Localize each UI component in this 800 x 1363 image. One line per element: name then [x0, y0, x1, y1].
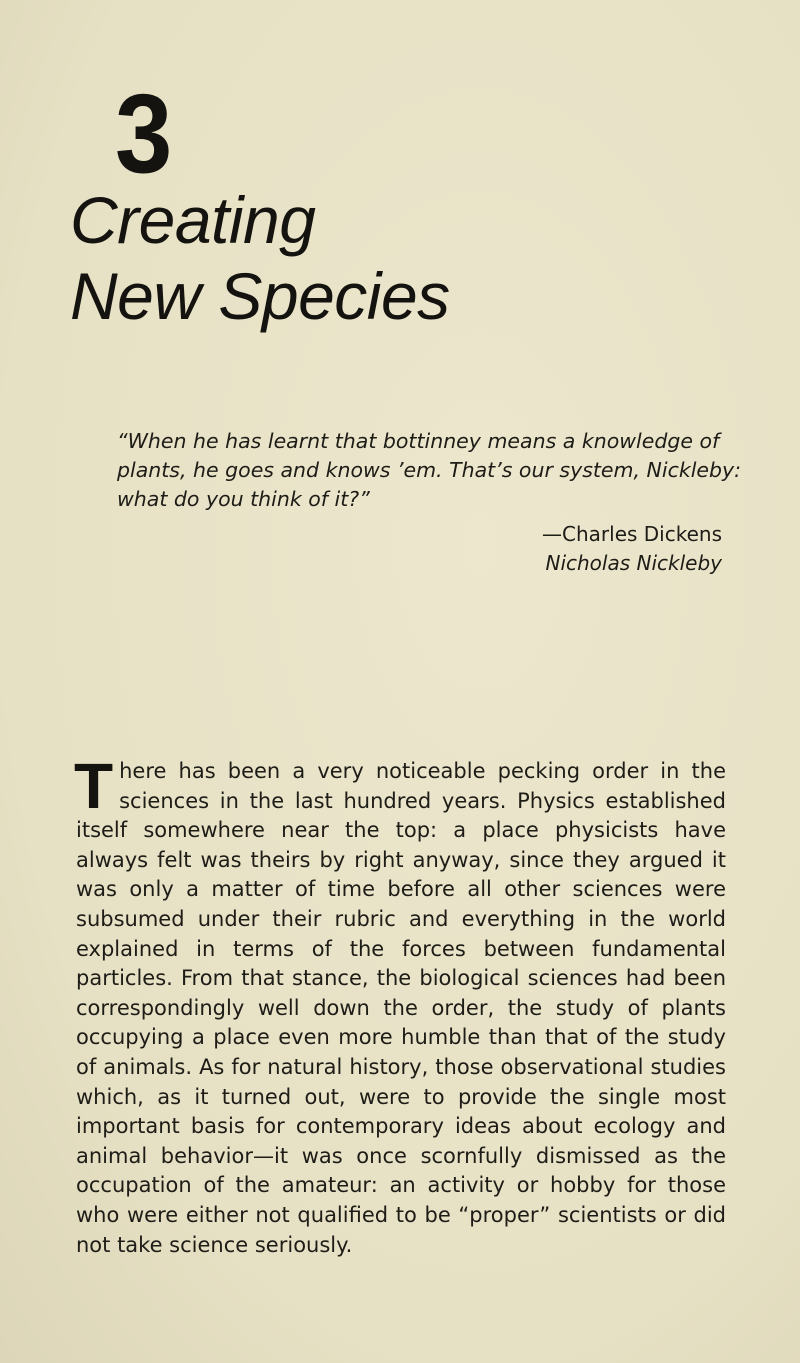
chapter-title-line-1: Creating	[70, 183, 316, 257]
chapter-number: 3	[115, 71, 173, 196]
body-paragraph	[74, 750, 726, 1260]
chapter-title	[70, 182, 450, 334]
epigraph-source: Nicholas Nickleby	[545, 551, 722, 575]
epigraph-quote: “When he has learnt that bottinney means a knowledge of plants, he goes and knows ’em. That’s our system, Nickleby: what do you think of it?”	[117, 429, 742, 511]
drop-cap: T	[74, 750, 114, 822]
epigraph-attribution	[542, 520, 722, 578]
body-paragraph-text: here has been a very noticeable pecking order in the sciences in the last hundred years. Physics established itself somewhere near the top: a place physicists have always felt was theirs by right anyway, since they argued it was only a matter of time before all other sciences were subsumed under their rubric and everything in the world explained in terms of the forces between fundamental particles. From that stance, the biological sciences had been correspondingly well down the order, the study of plants occupying a place even more humble than that of the study of animals. As for natural history, those observational studies which, as it turned out, were to provide the single most important basis for contemporary ideas about ecology and animal behavior—it was once scornfully dismissed as the occupation of the amateur: an activity or hobby for those who were either not qualified to be “proper” scientists or did not take science seriously.	[76, 759, 726, 1257]
chapter-title-line-2: New Species	[70, 259, 450, 333]
epigraph	[117, 427, 757, 514]
epigraph-author: —Charles Dickens	[542, 522, 722, 546]
